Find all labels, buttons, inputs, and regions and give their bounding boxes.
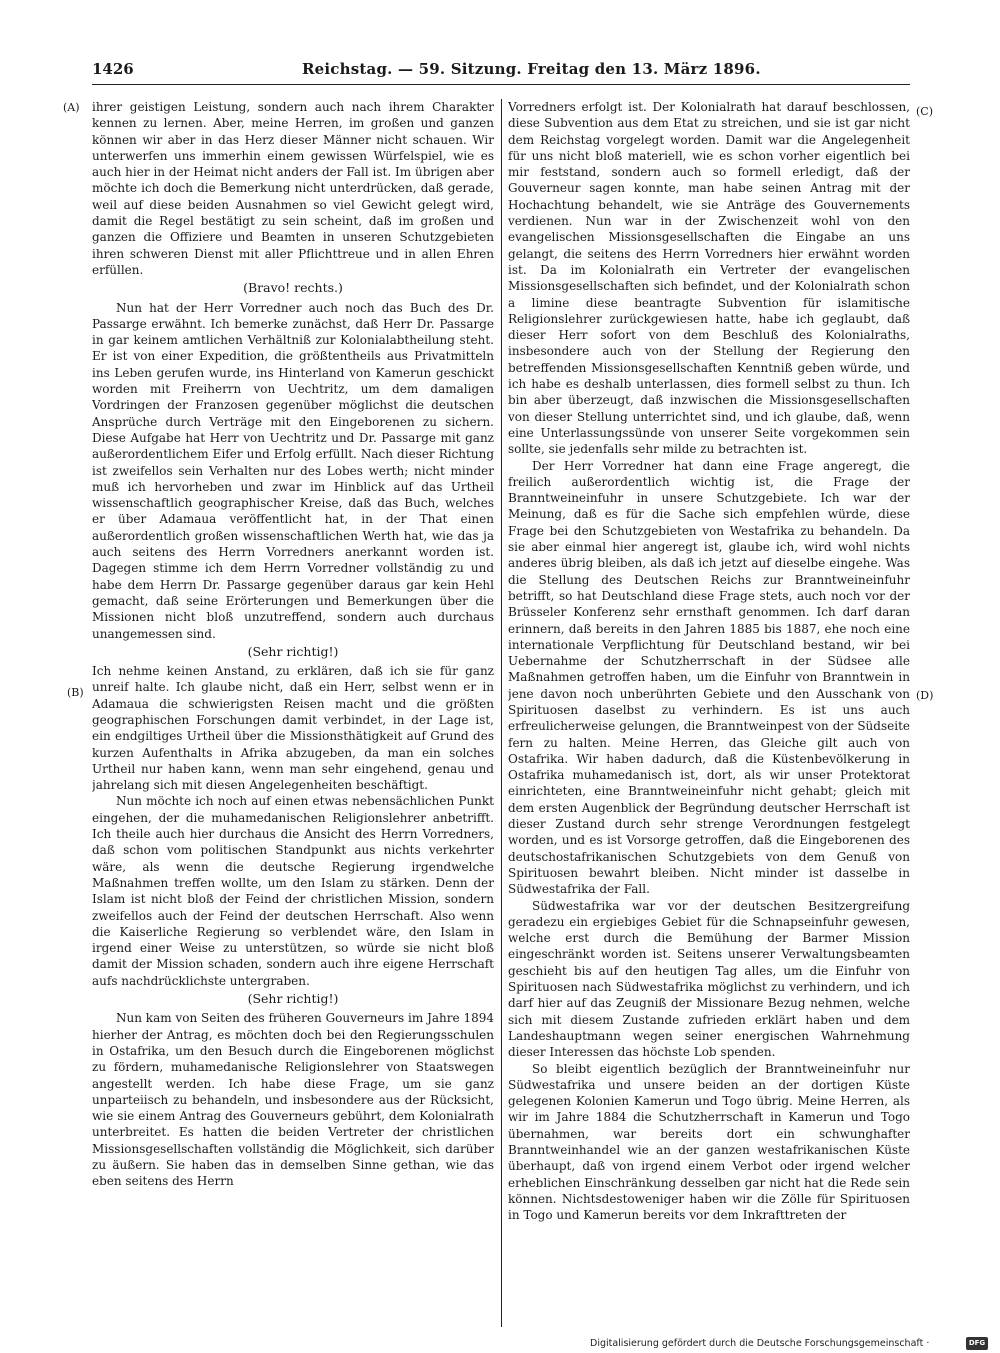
paragraph: ihrer geistigen Leistung, sondern auch nach ihrem Charakter kennen zu lernen. Aber, meine Herren, im großen und ganzen können wir aber in das Herz dieser Männer nicht schauen. Wir unterwerfen uns immerhin einem gewissen Würfelspiel, wie es auch hier in der Heimat nicht anders der Fall ist. Im übrigen aber möchte ich doch die Bemerkung nicht unterdrücken, daß gerade, weil auf diese beiden Ausnahmen so viel Gewicht gelegt wird, damit die Regel bestätigt zu sein scheint, daß im großen und ganzen die Offiziere und Beamten in unseren Schutzgebieten ihren schweren Dienst mit aller Pflichttreue und in allen Ehren erfüllen. bbox=[92, 100, 494, 277]
running-title: Reichstag. — 59. Sitzung. Freitag den 13. März 1896. bbox=[302, 60, 761, 78]
right-text-column bbox=[508, 99, 910, 1279]
interjection: (Sehr richtig!) bbox=[247, 643, 339, 659]
page-number: 1426 bbox=[92, 60, 134, 78]
paragraph: Nun hat der Herr Vorredner auch noch das Buch des Dr. Passarge erwähnt. Ich bemerke zunächst, daß Herr Dr. Passarge in gar keinem amtlichen Verhältniß zur Kolonialabtheilung steht. Er ist von einer Expedition, die größtentheils aus Privatmitteln ins Leben gerufen wurde, ins Hinterland von Kamerun geschickt worden mit Freiherrn von Uechtritz, um dem damaligen Vordringen der Franzosen gegenüber möglichst die deutschen Ansprüche durch Verträge mit den Eingeborenen zu sichern. Diese Aufgabe hat Herr von Uechtritz und Dr. Passarge mit ganz außerordentlichem Eifer und Erfolg erfüllt. Nach dieser Richtung ist zweifellos sein Verhalten nur des Lobes werth; nicht minder muß ich hervorheben und zwar im Hinblick auf das Urtheil wissenschaftlich geographischer Kreise, daß das Buch, welches er über Adamaua veröffentlicht hat, in der That einen außerordentlich großen wissenschaftlichen Werth hat, wie das ja auch seitens des Herrn Vorredners anerkannt worden ist. Dagegen stimme ich dem Herrn Vorredner vollständig zu und habe dem Herrn Dr. Passarge gegenüber daraus gar kein Hehl gemacht, daß seine Erörterungen und Bemerkungen über die Missionen nicht bloß unzutreffend, sondern auch durchaus unangemessen sind. bbox=[92, 300, 494, 641]
margin-marker-d: (D) bbox=[916, 689, 934, 702]
margin-marker-b: (B) bbox=[67, 686, 84, 699]
footer-credit: Digitalisierung gefördert durch die Deutsche Forschungsgemeinschaft · bbox=[590, 1338, 930, 1349]
interjection: (Sehr richtig!) bbox=[247, 991, 339, 1007]
paragraph: So bleibt eigentlich bezüglich der Branntweineinfuhr nur Südwestafrika und unsere beiden an der dortigen Küste gelegenen Kolonien Kamerun und Togo übrig. Meine Herren, als wir im Jahre 1884 die Schutzherrschaft in Kamerun und Togo übernahmen, war bereits dort ein schwunghafter Branntweinhandel wie an der ganzen westafrikanischen Küste überhaupt, daß von irgend einem Verbot oder irgend welcher erheblichen Einschränkung desselben gar nicht hat die Rede sein können. Nichtsdestoweniger haben wir die Zölle für Spirituosen in Togo und Kamerun bereits vor dem Inkrafttreten der bbox=[508, 1061, 910, 1223]
margin-marker-a: (A) bbox=[63, 101, 80, 114]
page-header bbox=[92, 60, 910, 85]
paragraph: Nun kam von Seiten des früheren Gouverneurs im Jahre 1894 hierher der Antrag, es möchten doch bei den Regierungsschulen in Ostafrika, um den Besuch durch die Eingeborenen möglichst zu fördern, muhamedanische Religionslehrer von Staatswegen angestellt werden. Ich habe diese Frage, um sie ganz unparteiisch zu behandeln, und insbesondere aus der Rücksicht, wie sie einem Antrag des Gouverneurs gebührt, dem Kolonialrath unterbreitet. Es hatten die beiden Vertreter der christlichen Missionsgesellschaften vollständig die Möglichkeit, sich darüber zu äußern. Sie haben das in demselben Sinne gethan, wie das eben seitens des Herrn bbox=[92, 1011, 494, 1189]
interjection: (Bravo! rechts.) bbox=[243, 280, 343, 296]
paragraph: Nun möchte ich noch auf einen etwas nebensächlichen Punkt eingehen, der die muhamedanischen Religionslehrer anbetrifft. Ich theile auch hier durchaus die Ansicht des Herrn Vorredners, daß schon vom politischen Standpunkt aus nichts verkehrter wäre, als wenn die deutsche Regierung irgendwelche Maßnahmen treffen wollte, um den Islam zu stärken. Denn der Islam ist nicht bloß der Feind der christlichen Mission, sondern zweifellos auch der Feind der deutschen Herrschaft. Also wenn die Kaiserliche Regierung so verblendet wäre, den Islam in irgend einer Weise zu unterstützen, so würde sie nicht bloß damit der Mission schaden, sondern auch ihre eigene Herrschaft aufs nachdrücklichste untergraben. bbox=[92, 794, 494, 988]
left-text-column bbox=[92, 99, 494, 1279]
page-footer bbox=[590, 1338, 990, 1352]
paragraph: Der Herr Vorredner hat dann eine Frage angeregt, die freilich außerordentlich wichtig ist, die Frage der Branntweineinfuhr in unsere Schutzgebiete. Ich war der Meinung, daß es für die Sache sich empfehlen würde, diese Frage bei den Schutzgebieten von Westafrika zu behandeln. Da sie aber einmal hier angeregt ist, glaube ich, wird wohl nichts anderes übrig bleiben, als daß ich jetzt auf dieselbe eingehe. Was die Stellung des Deutschen Reichs zur Branntweineinfuhr betrifft, so hat Deutschland diese Frage stets, auch noch vor der Brüsseler Konferenz sehr ernsthaft genommen. Ich darf daran erinnern, daß bereits in den Jahren 1885 bis 1887, ehe noch eine internationale Verpflichtung für Deutschland bestand, wir bei Uebernahme der Schutzherrschaft in der Südsee alle Maßnahmen getroffen haben, um die Einfuhr von Branntwein in jene davon noch unberührten Gebiete und den Ausschank von Spirituosen daselbst zu verhindern. Es ist uns auch erfreulicherweise gelungen, die Branntweinpest von der Südseite fern zu halten. Meine Herren, das Gleiche gilt auch von Ostafrika. Wir haben dadurch, daß die Küstenbevölkerung in Ostafrika muhamedanisch ist, dort, als wir unser Protektorat einrichteten, eine Branntweineinfuhr nicht gehabt; gleich mit dem ersten Augenblick der Begründung deutscher Herrschaft ist dieser Zustand durch sehr strenge Verordnungen festgelegt worden, und es ist Vorsorge getroffen, daß die Eingeborenen des deutschostafrikanischen Schutzgebiets von dem Genuß von Spirituosen bewahrt bleiben. Nicht minder ist dasselbe in Südwestafrika der Fall. bbox=[508, 458, 910, 897]
paragraph: Ich nehme keinen Anstand, zu erklären, daß ich sie für ganz unreif halte. Ich glaube nicht, daß ein Herr, selbst wenn er in Adamaua die schwierigsten Reisen macht und die größten geographischen Forschungen damit verbindet, in der Lage ist, ein endgiltiges Urtheil über die Missionsthätigkeit auf Grund des kurzen Aufenthalts in Afrika abzugeben, da man ein solches Urtheil nur haben kann, wenn man sehr eingehend, genau und jahrelang sich mit diesen Angelegenheiten beschäftigt. bbox=[92, 664, 494, 793]
dfg-logo: DFG bbox=[966, 1337, 988, 1350]
paragraph: Südwestafrika war vor der deutschen Besitzergreifung geradezu ein ergiebiges Gebiet für die Schnapseinfuhr gewesen, welche erst durch die Bemühung der Barmer Mission eingeschränkt worden ist. Seitens unserer Verwaltungsbeamten geschieht bis auf den heutigen Tag alles, um die Einfuhr von Spirituosen nach Südwestafrika möglichst zu verhindern, und ich darf hier auf das Zeugniß der Missionare Bezug nehmen, welche sich mit diesem Zustande zufrieden erklärt haben und dem Landeshauptmann wegen seiner energischen Wahrnehmung dieser Interessen das höchste Lob spenden. bbox=[508, 898, 910, 1060]
paragraph: Vorredners erfolgt ist. Der Kolonialrath hat darauf beschlossen, diese Subvention aus dem Etat zu streichen, und sie ist gar nicht dem Reichstag vorgelegt worden. Damit war die Angelegenheit für uns nicht bloß materiell, wie es schon vorher eigentlich bei mir feststand, sondern auch so formell erledigt, daß der Gouverneur sagen konnte, man habe seinen Antrag mit der Hochachtung behandelt, wie sie Anträge des Gouvernements verdienen. Nun war in der Zwischenzeit wohl von den evangelischen Missionsgesellschaften die Eingabe an uns gelangt, die seitens des Herrn Vorredners hier erwähnt worden ist. Da im Kolonialrath ein Vertreter der evangelischen Missionsgesellschaften sich befindet, und der Kolonialrath schon a limine diese beantragte Subvention für islamitische Religionslehrer zurückgewiesen hatte, habe ich geglaubt, daß dieser Herr sofort von dem Beschluß des Kolonialraths, insbesondere auch von der Stellung der Regierung den betreffenden Missionsgesellschaften Kenntniß geben würde, und ich habe es deshalb unterlassen, dies formell selbst zu thun. Ich bin aber überzeugt, daß inzwischen die Missionsgesellschaften von dieser Stellung unterrichtet sind, und ich glaube, daß, wenn eine Unterlassungssünde von unserer Seite vorgekommen sein sollte, sie jedenfalls sehr milde zu betrachten ist. bbox=[508, 100, 910, 457]
margin-marker-c: (C) bbox=[916, 105, 933, 118]
column-divider bbox=[501, 99, 502, 1327]
